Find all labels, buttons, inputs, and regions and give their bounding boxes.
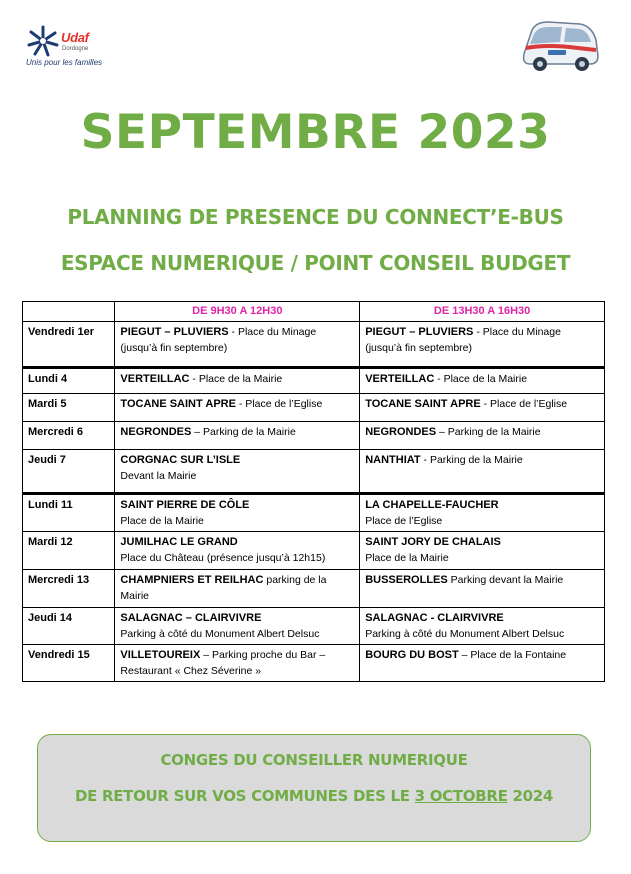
banner-line-2-suffix: 2024 (507, 787, 554, 805)
place-detail: - Place de la Mairie (434, 373, 528, 385)
place-detail: - Place de l’Eglise (235, 398, 323, 410)
banner-line-2 (38, 787, 590, 805)
place-detail: Parking devant la Mairie (447, 574, 564, 586)
place-name: PIEGUT – PLUVIERS (365, 326, 474, 338)
day-cell: Mercredi 13 (23, 570, 115, 608)
place-name: SALAGNAC – CLAIRVIVRE (120, 612, 262, 624)
day-cell: Lundi 11 (23, 494, 115, 532)
day-cell: Mardi 5 (23, 394, 115, 422)
place-detail: Parking à côté du Monument Albert Delsuc (120, 628, 320, 640)
day-cell: Vendredi 1er (23, 322, 115, 368)
table-row (23, 608, 605, 645)
morning-cell (115, 608, 360, 645)
place-detail: - Place de la Mairie (189, 373, 283, 385)
afternoon-cell (360, 394, 605, 422)
table-row (23, 532, 605, 570)
day-cell: Mardi 12 (23, 532, 115, 570)
minibus-icon (518, 14, 600, 78)
afternoon-cell (360, 608, 605, 645)
place-name: JUMILHAC LE GRAND (120, 536, 238, 548)
day-cell: Lundi 4 (23, 368, 115, 394)
table-row (23, 322, 605, 368)
place-detail: – Parking de la Mairie (436, 426, 541, 438)
place-name: SAINT JORY DE CHALAIS (365, 536, 501, 548)
table-row (23, 450, 605, 494)
morning-cell (115, 322, 360, 368)
afternoon-cell (360, 532, 605, 570)
morning-cell (115, 570, 360, 608)
header-morning: DE 9H30 A 12H30 (115, 302, 360, 322)
day-cell: Mercredi 6 (23, 422, 115, 450)
table-row (23, 394, 605, 422)
place-detail: - Place du Minage (jusqu’à fin septembre) (365, 326, 561, 354)
day-cell: Vendredi 15 (23, 645, 115, 682)
day-cell: Jeudi 7 (23, 450, 115, 494)
place-name: VILLETOUREIX (120, 649, 201, 661)
place-detail: Place du Château (présence jusqu’à 12h15) (120, 552, 326, 564)
logo-tagline: Unis pour les familles (26, 58, 103, 67)
morning-cell (115, 450, 360, 494)
afternoon-cell (360, 570, 605, 608)
morning-cell (115, 368, 360, 394)
place-name: BOURG DU BOST (365, 649, 459, 661)
afternoon-cell (360, 368, 605, 394)
logo-department: Dordogne (62, 46, 89, 52)
table-row (23, 570, 605, 608)
place-name: TOCANE SAINT APRE (120, 398, 236, 410)
morning-cell (115, 422, 360, 450)
table-row (23, 645, 605, 682)
afternoon-cell (360, 494, 605, 532)
subtitle-service: ESPACE NUMERIQUE / POINT CONSEIL BUDGET (60, 251, 571, 275)
afternoon-cell (360, 450, 605, 494)
table-row (23, 422, 605, 450)
place-name: PIEGUT – PLUVIERS (120, 326, 229, 338)
banner-line-1: CONGES DU CONSEILLER NUMERIQUE (160, 751, 468, 769)
place-name: NEGRONDES (120, 426, 192, 438)
place-detail: - Place de l’Eglise (480, 398, 568, 410)
place-name: LA CHAPELLE-FAUCHER (365, 499, 499, 511)
udaf-star-icon (26, 24, 60, 58)
place-name: VERTEILLAC (365, 373, 435, 385)
place-name: CHAMPNIERS ET REILHAC (120, 574, 264, 586)
table-row (23, 368, 605, 394)
place-detail: - Parking de la Mairie (420, 454, 523, 466)
place-detail: - Place du Minage (jusqu’à fin septembre) (120, 326, 317, 354)
place-detail: Place de la Mairie (365, 552, 449, 564)
leave-notice-banner (37, 734, 591, 842)
page-title: SEPTEMBRE 2023 (80, 105, 551, 160)
place-detail: Parking à côté du Monument Albert Delsuc (365, 628, 565, 640)
place-detail: – Parking de la Mairie (191, 426, 296, 438)
afternoon-cell (360, 645, 605, 682)
place-name: CORGNAC SUR L’ISLE (120, 454, 241, 466)
day-cell: Jeudi 14 (23, 608, 115, 645)
planning-table (22, 301, 605, 682)
place-detail: Place de la Mairie (120, 515, 204, 527)
place-name: TOCANE SAINT APRE (365, 398, 481, 410)
place-name: BUSSEROLLES (365, 574, 448, 586)
logo-brand: Udaf (61, 30, 89, 45)
afternoon-cell (360, 322, 605, 368)
place-detail: – Parking proche du Bar –Restaurant « Chez Séverine » (120, 649, 326, 677)
udaf-logo (26, 24, 136, 74)
morning-cell (115, 532, 360, 570)
morning-cell (115, 494, 360, 532)
banner-line-2-prefix: DE RETOUR SUR VOS COMMUNES DES LE (74, 787, 415, 805)
afternoon-cell (360, 422, 605, 450)
return-date: 3 OCTOBRE (414, 787, 508, 805)
header-day-cell (23, 302, 115, 322)
morning-cell (115, 645, 360, 682)
place-name: VERTEILLAC (120, 373, 190, 385)
place-detail: – Place de la Fontaine (458, 649, 567, 661)
place-detail: Place de l’Eglise (365, 515, 443, 527)
place-name: SAINT PIERRE DE CÔLE (120, 499, 250, 511)
place-name: SALAGNAC - CLAIRVIVRE (365, 612, 504, 624)
place-detail: Devant la Mairie (120, 470, 197, 482)
place-name: NANTHIAT (365, 454, 421, 466)
morning-cell (115, 394, 360, 422)
table-header-row (23, 302, 605, 322)
place-name: NEGRONDES (365, 426, 437, 438)
subtitle-planning: PLANNING DE PRESENCE DU CONNECT’E-BUS (67, 205, 564, 229)
table-row (23, 494, 605, 532)
header-afternoon: DE 13H30 A 16H30 (360, 302, 605, 322)
place-detail: parking de la Mairie (120, 574, 327, 602)
